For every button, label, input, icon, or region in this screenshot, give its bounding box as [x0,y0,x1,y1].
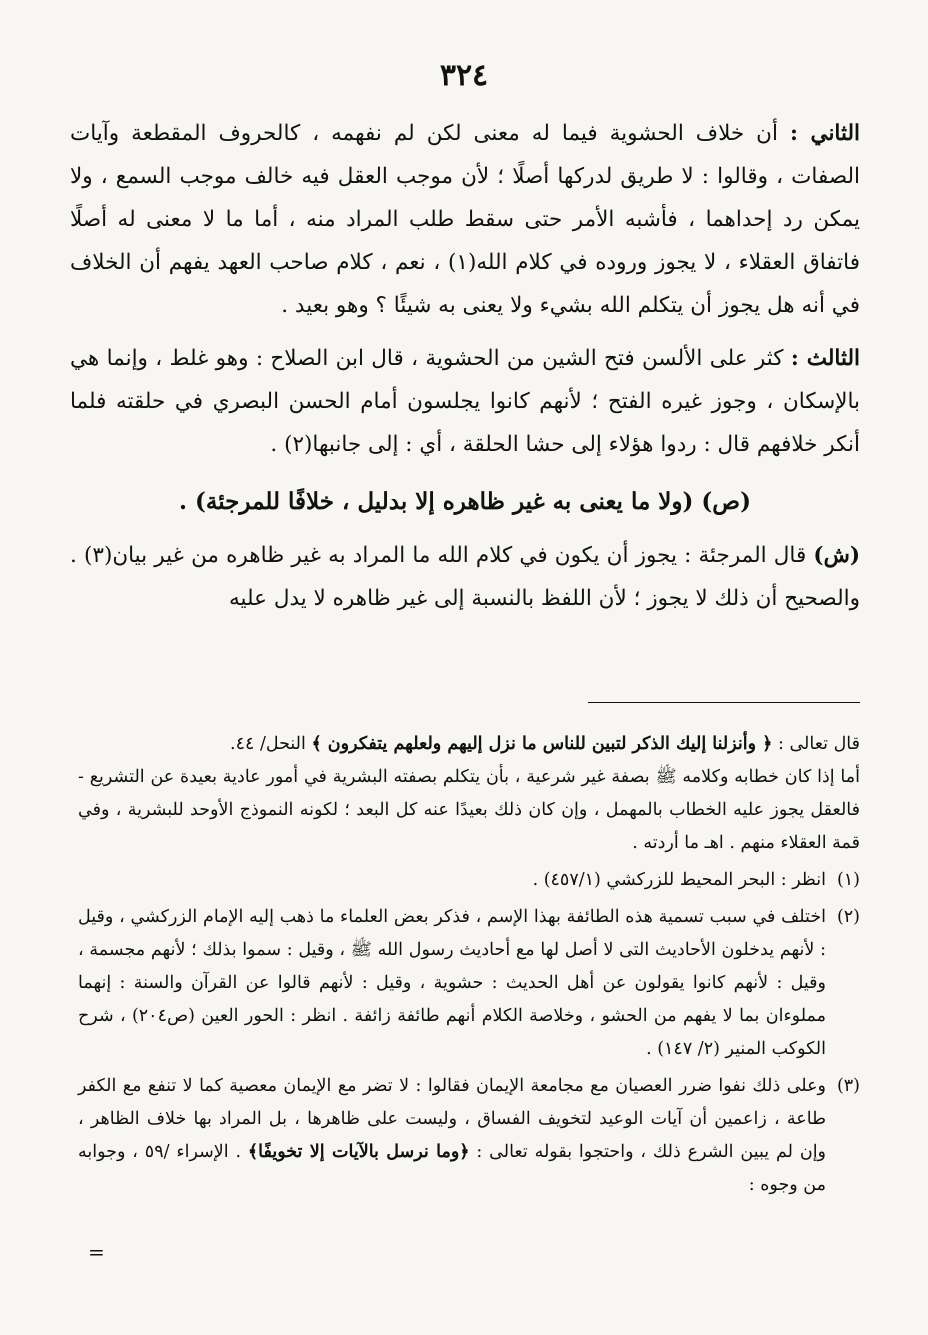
footnote-continuation: قال تعالى : ﴿ وأنزلنا إليك الذكر لتبين للناس ما نزل إليهم ولعلهم يتفكرون ﴾ النحل/ ٤٤. [230,734,860,754]
footnote-continuation-body: أما إذا كان خطابه وكلامه ﷺ بصفة غير شرعية ، بأن يتكلم بصفته البشرية في أمور عادية بعيدة عن التشريع - فالعقل يجوز عليه الخطاب بالمهمل ، وإن كان ذلك بعيدًا عنه كل البعد ؛ لكونه النموذج الأوحد للبشرية ، وفي قمة العقلاء منهم . اهـ ما أردته . [78,767,860,853]
footnote-1 [78,864,860,897]
footnote-tail: . الإسراء /٥٩ ، وجوابه من وجوه : [78,1142,826,1195]
footnote-text: وعلى ذلك نفوا ضرر العصيان مع مجامعة الإيمان فقالوا : لا تضر مع الإيمان معصية كما لا تنفع مع الكفر طاعة ، زاعمين أن آيات الوعيد لتخويف الفساق ، وليست على ظاهرها ، بل المراد بها خلاف الظاهر ، وإن لم يبين الشرع ذلك ، واحتجوا بقوله تعالى : [78,1076,827,1162]
footnote-mark: (٢) [836,907,860,927]
paragraph-text: أن خلاف الحشوية فيما له معنى لكن لم نفهمه ، كالحروف المقطعة وآيات الصفات ، وقالوا : لا طريق لدركها أصلًا ؛ لأن موجب العقل فيه خالف موجب السمع ، ولا يمكن رد إحداهما ، فأشبه الأمر حتى سقط طلب المراد منه ، أما ما لا معنى له أصلًا فاتفاق العقلاء ، لا يجوز وروده في كلام الله(١) ، نعم ، كلام صاحب العهد يفهم أن الخلاف في أنه هل يجوز أن يتكلم الله بشيء ولا يعنى به شيئًا ؟ وهو بعيد . [70,121,860,318]
paragraph-text: قال المرجئة : يجوز أن يكون في كلام الله ما المراد به غير ظاهره من غير بيان(٣) . والصحيح أن ذلك لا يجوز ؛ لأن اللفظ بالنسبة إلى غير ظاهره لا يدل عليه [70,543,860,611]
quran-verse: ﴿ وأنزلنا إليك الذكر لتبين للناس ما نزل إليهم ولعلهم يتفكرون ﴾ [311,734,773,754]
footnote-separator [588,702,860,703]
footnote-2 [78,901,860,1066]
continuation-mark: = [88,1240,105,1264]
matn-heading: (ص) (ولا ما يعنى به غير ظاهره إلا بدليل ، خلافًا للمرجئة) . [179,488,751,515]
footnote-text: اختلف في سبب تسمية هذه الطائفة بهذا الإسم ، فذكر بعض العلماء ما ذهب إليه الإمام الزركشي ، وقيل : لأنهم يدخلون الأحاديث التى لا أصل لها مع أحاديث رسول الله ﷺ ، وقيل : سموا بذلك ؛ لأنهم مجسمة ، وقيل : لأنهم كانوا يقولون عن أهل الحديث : حشوية ، وقيل : لأنهم قالوا عن القرآن والسنة : إنهما مملوءان بما لا يفهم من الحشو ، وخلاصة الكلام أنهم طائفة زائفة . انظر : الحور العين (ص٢٠٤) ، شرح الكوكب المنير (٢/ ١٤٧) . [78,907,826,1059]
paragraph-lead: (ش) [813,543,860,568]
quran-verse: ﴿وما نرسل بالآيات إلا تخويفًا﴾ [247,1142,470,1162]
paragraph-second [70,112,860,327]
main-text [70,112,860,620]
footnote-mark: (١) [836,870,860,890]
footnote-text: انظر : البحر المحيط للزركشي (٤٥٧/١) . [532,870,826,890]
paragraph-third [70,337,860,466]
paragraph-text: كثر على الألسن فتح الشين من الحشوية ، قال ابن الصلاح : وهو غلط ، وإنما هي بالإسكان ، وجوز غيره الفتح ؛ لأنهم كانوا يجلسون أمام الحسن البصري في حلقته فلما أنكر خلافهم قال : ردوا هؤلاء إلى حشا الحلقة ، أي : إلى جانبها(٢) . [70,346,860,457]
footnote-mark: (٣) [836,1076,860,1096]
footnote-3 [78,1070,860,1202]
page-number: ٣٢٤ [439,58,489,93]
paragraph-sharh [70,534,860,620]
paragraph-lead: الثاني : [789,121,860,146]
paragraph-lead: الثالث : [790,346,860,371]
footnotes [78,728,860,1202]
